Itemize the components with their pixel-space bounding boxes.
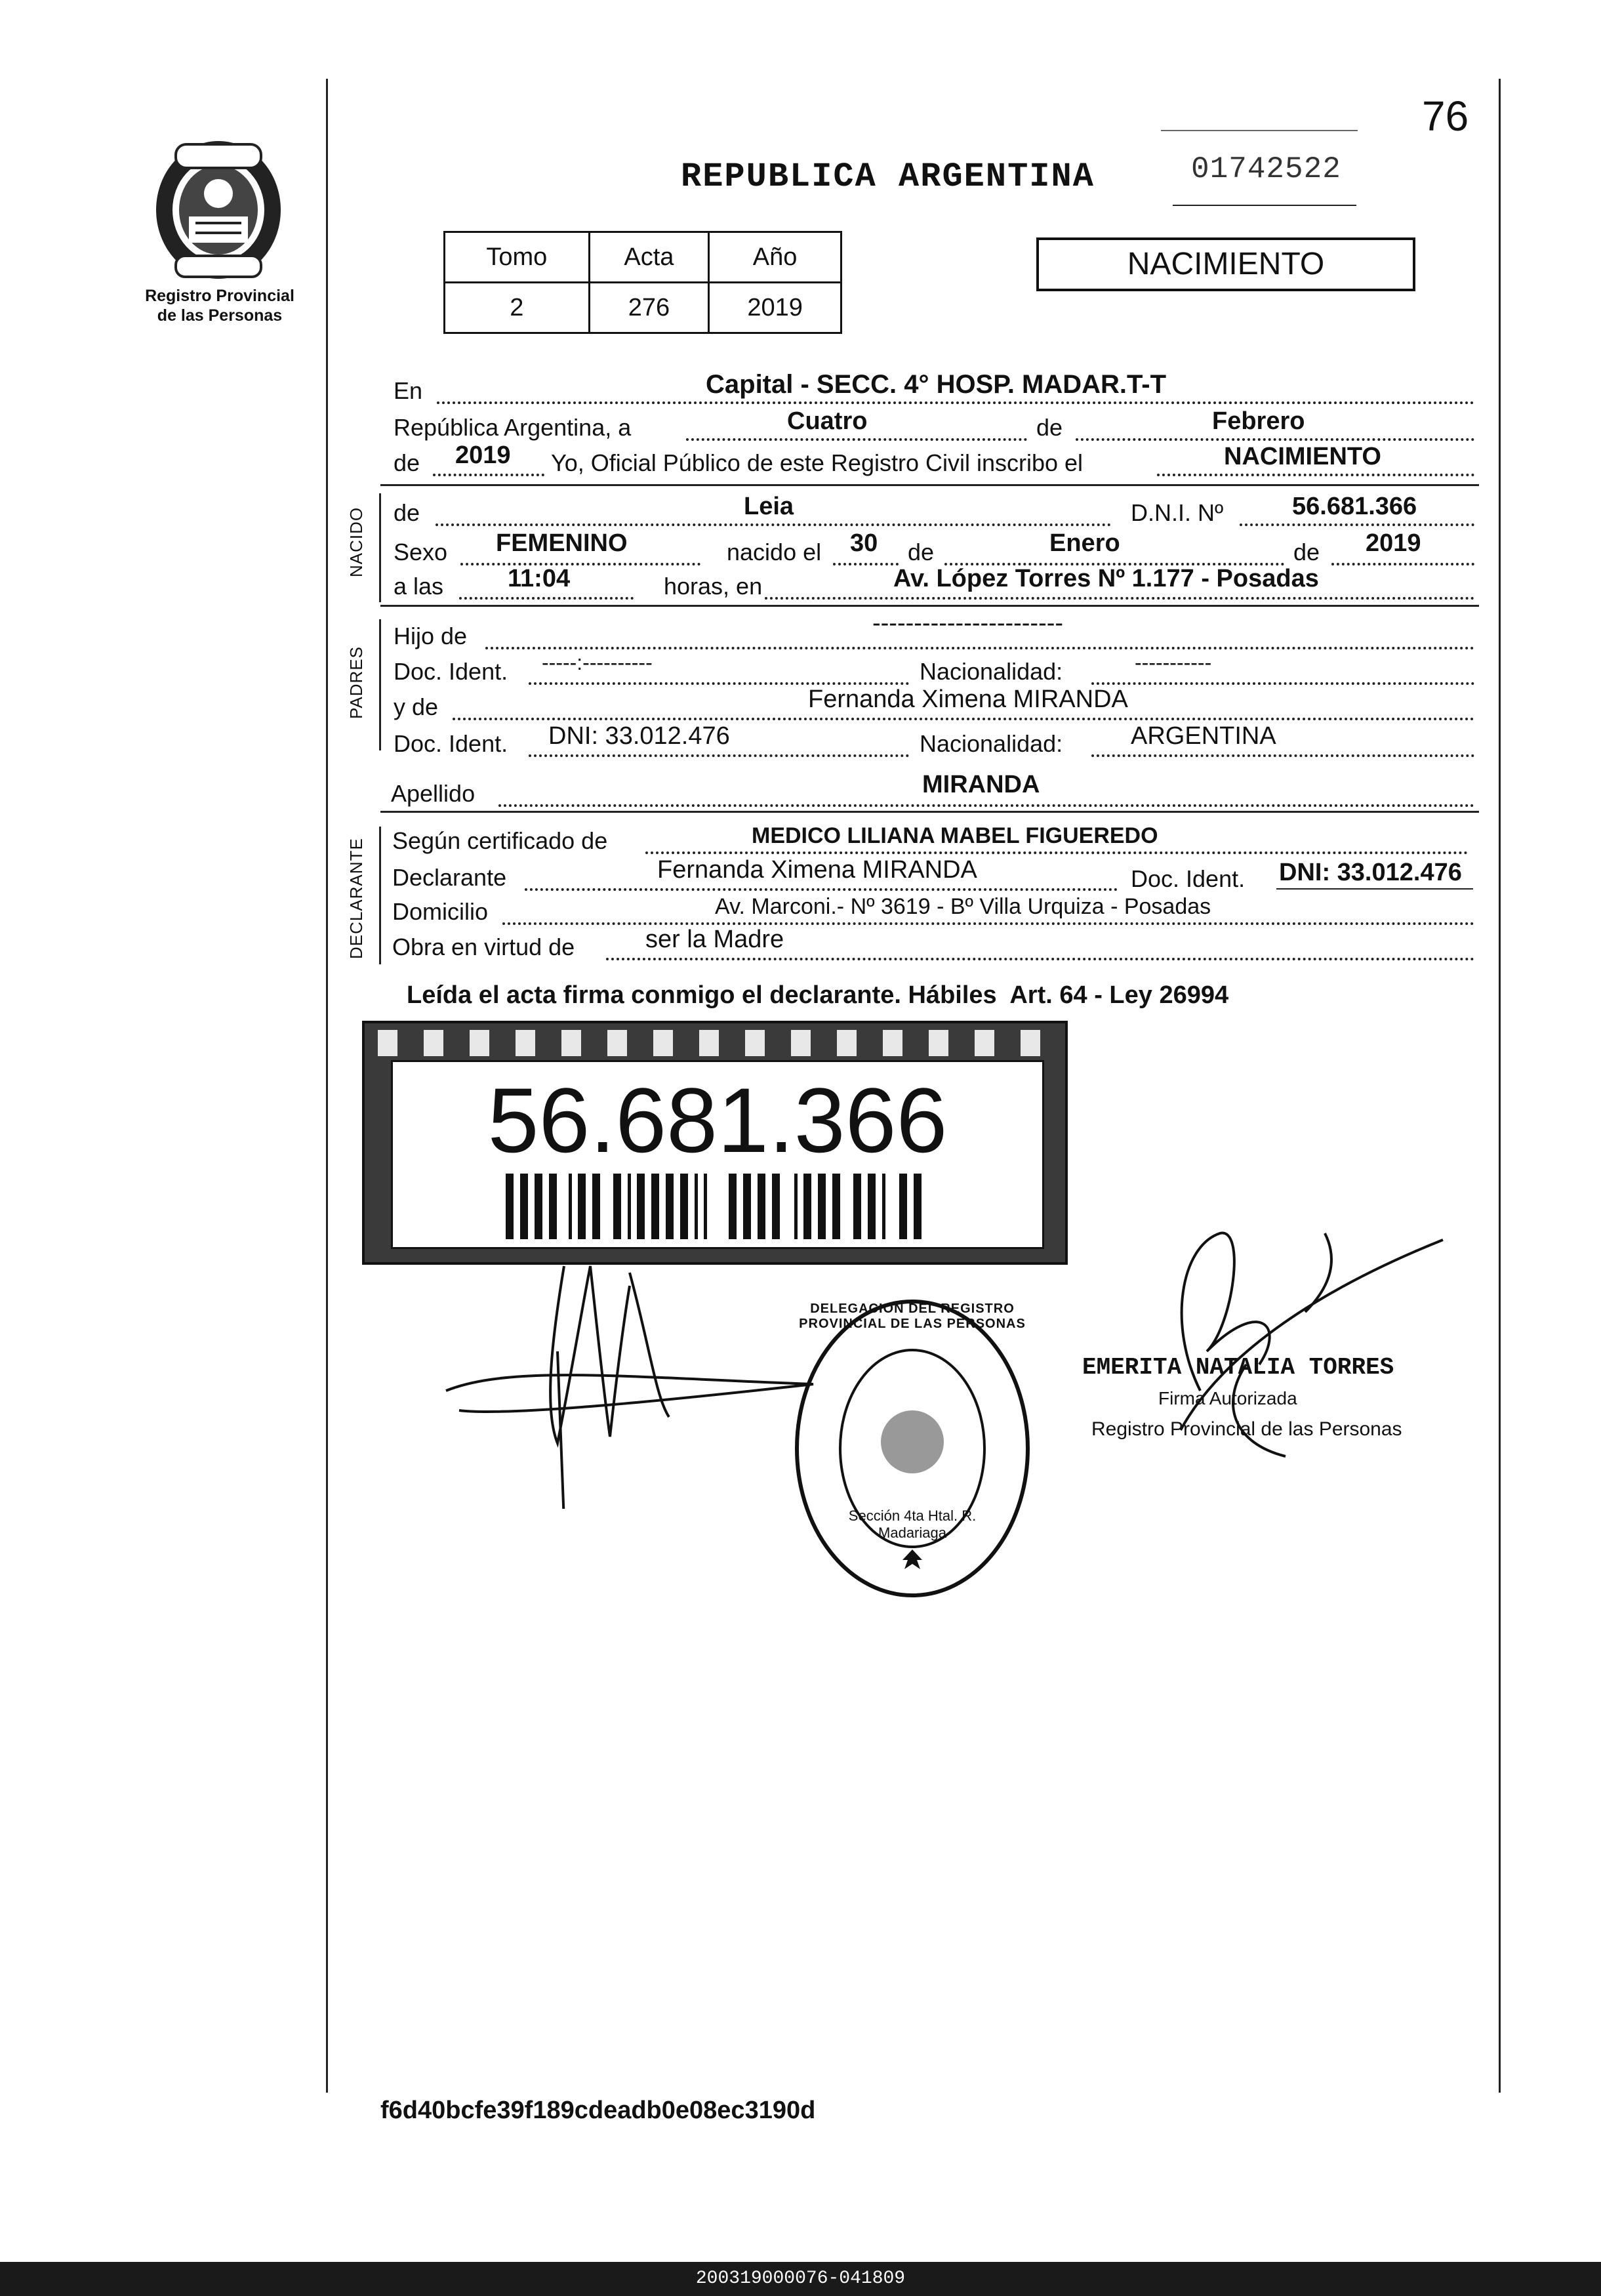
ref-header-acta: Acta	[589, 232, 709, 283]
declarante-doc-underline	[1276, 888, 1473, 890]
security-pattern-top	[365, 1023, 1070, 1063]
oficial-text: Yo, Oficial Público de este Registro Civil inscribo el	[551, 449, 1084, 476]
nacido-bracket	[379, 493, 381, 602]
father-nat-dots	[1091, 682, 1474, 685]
apellido-label: Apellido	[391, 780, 476, 807]
mother-doc-dots	[529, 754, 909, 757]
dni-inner-panel	[391, 1060, 1044, 1249]
document-type-box: NACIMIENTO	[1036, 237, 1415, 291]
year-dots	[433, 474, 544, 476]
dni-value: 56.681.366	[1292, 493, 1417, 520]
stamp-graphic	[792, 1298, 1032, 1599]
a-las-label: a las	[394, 573, 444, 600]
nacido-el-label: nacido el	[727, 539, 822, 565]
logo-caption-line1: Registro Provincial	[145, 287, 294, 305]
page-number: 76	[1422, 92, 1469, 140]
republica-dots2	[1076, 438, 1474, 441]
padres-bracket	[379, 619, 381, 750]
signatory-name: EMERITA NATALIA TORRES	[1082, 1354, 1394, 1381]
father-doc-value: -----:----------	[542, 651, 653, 674]
padres-side-label: PADRES	[346, 646, 366, 719]
birth-day-value: 30	[850, 529, 878, 557]
birth-year-value: 2019	[1366, 529, 1421, 557]
ref-value-acta: 276	[589, 283, 709, 333]
dni-big-number: 56.681.366	[487, 1069, 948, 1172]
place-value: Capital - SECC. 4° HOSP. MADAR.T-T	[706, 370, 1167, 399]
birth-month-value: Enero	[1049, 529, 1120, 557]
cert-value: MEDICO LILIANA MABEL FIGUEREDO	[752, 823, 1158, 848]
republica-label: República Argentina, a	[394, 414, 632, 441]
obra-label: Obra en virtud de	[392, 933, 575, 960]
ref-header-anio: Año	[709, 232, 841, 283]
province-logo	[150, 131, 287, 282]
birth-place-dots	[765, 597, 1474, 600]
dni-security-box	[362, 1021, 1068, 1265]
apellido-value: MIRANDA	[922, 771, 1040, 798]
logo-caption-line2: de las Personas	[157, 306, 283, 325]
father-doc-dots	[529, 682, 909, 685]
sexo-value: FEMENINO	[496, 529, 628, 557]
name-dots	[436, 523, 1111, 526]
domicilio-label: Domicilio	[392, 898, 489, 925]
declarante-dots	[525, 888, 1118, 891]
serial-underline	[1173, 205, 1356, 206]
dni-dots	[1240, 523, 1474, 526]
declarante-side-label: DECLARANTE	[346, 838, 366, 959]
serial-overline	[1161, 130, 1358, 131]
father-nat-value: -----------	[1135, 651, 1212, 674]
logo-caption	[125, 286, 315, 325]
act-type-value: NACIMIENTO	[1224, 443, 1381, 470]
obra-value: ser la Madre	[645, 926, 784, 953]
horas-label: horas, en	[664, 573, 763, 600]
stamp-inner-text: Sección 4ta Htal. R. Madariaga	[848, 1507, 977, 1541]
republica-dots1	[686, 438, 1027, 441]
y-de-label: y de	[394, 693, 439, 720]
ref-value-anio: 2019	[709, 283, 841, 333]
country-title: REPUBLICA ARGENTINA	[681, 157, 1095, 196]
closing-text: Leída el acta firma conmigo el declarante. Hábiles Art. 64 - Ley 26994	[407, 981, 1229, 1009]
nacido-side-label: NACIDO	[346, 506, 366, 577]
birth-day-dots	[833, 563, 899, 565]
act-type-dots	[1157, 474, 1474, 476]
cert-dots	[645, 851, 1468, 854]
official-stamp	[792, 1298, 1032, 1599]
register-reference-table	[443, 231, 842, 334]
dni-barcode	[506, 1174, 925, 1239]
declarante-doc-label: Doc. Ident.	[1131, 865, 1246, 892]
mother-value: Fernanda Ximena MIRANDA	[808, 686, 1128, 713]
time-value: 11:04	[508, 565, 571, 592]
declarante-label: Declarante	[392, 864, 507, 891]
declarante-doc-value: DNI: 33.012.476	[1279, 859, 1462, 886]
year-value: 2019	[455, 441, 511, 469]
ref-header-tomo: Tomo	[445, 232, 590, 283]
hijo-de-label: Hijo de	[394, 623, 468, 649]
mother-nat-label: Nacionalidad:	[920, 730, 1063, 757]
birth-place-value: Av. López Torres Nº 1.177 - Posadas	[893, 565, 1319, 592]
nacido-de-label-3: de	[1293, 539, 1320, 565]
mother-nat-value: ARGENTINA	[1131, 722, 1276, 750]
nacido-de-label-2: de	[908, 539, 935, 565]
day-words-value: Cuatro	[787, 407, 868, 435]
divider-declarante-top	[380, 811, 1479, 813]
dni-label: D.N.I. Nº	[1131, 499, 1224, 526]
mother-dots	[453, 718, 1474, 720]
divider-padres-top	[380, 605, 1479, 607]
de-label-1: de	[1036, 414, 1063, 441]
father-nat-label: Nacionalidad:	[920, 658, 1063, 685]
birth-year-dots	[1331, 563, 1474, 565]
domicilio-dots	[502, 922, 1474, 925]
apellido-dots	[498, 804, 1474, 807]
sexo-label: Sexo	[394, 539, 448, 565]
signatory-org: Registro Provincial de las Personas	[1091, 1418, 1402, 1440]
child-name-value: Leia	[744, 493, 794, 520]
authorized-signature	[1089, 1194, 1456, 1496]
left-margin-line	[326, 79, 328, 2093]
en-dots	[437, 401, 1474, 404]
nacido-de-label: de	[394, 499, 420, 526]
footer-code-bar: 200319000076-041809	[0, 2262, 1601, 2296]
serial-number: 01742522	[1191, 152, 1341, 186]
father-doc-label: Doc. Ident.	[394, 658, 508, 685]
father-value: -----------------------	[872, 609, 1064, 637]
mother-doc-value: DNI: 33.012.476	[548, 722, 730, 750]
mother-nat-dots	[1091, 754, 1474, 757]
month-value: Febrero	[1212, 407, 1305, 435]
declarante-value: Fernanda Ximena MIRANDA	[657, 856, 977, 884]
obra-dots	[606, 958, 1474, 960]
stamp-ring-text: DELEGACION DEL REGISTRO PROVINCIAL DE LAS PERSONAS	[799, 1302, 1026, 1331]
domicilio-value: Av. Marconi.- Nº 3619 - Bº Villa Urquiza - Posadas	[715, 894, 1211, 919]
cert-label: Según certificado de	[392, 827, 608, 854]
signatory-role: Firma Autorizada	[1158, 1388, 1297, 1408]
declarante-bracket	[379, 827, 381, 964]
en-label: En	[394, 377, 423, 404]
de-label-2: de	[394, 449, 420, 476]
mother-doc-label: Doc. Ident.	[394, 730, 508, 757]
ref-value-tomo: 2	[445, 283, 590, 333]
time-dots	[459, 597, 634, 600]
right-margin-line	[1499, 79, 1501, 2093]
divider-nacido-top	[380, 484, 1479, 486]
sexo-dots	[460, 563, 700, 565]
document-hash: f6d40bcfe39f189cdeadb0e08ec3190d	[380, 2097, 816, 2124]
